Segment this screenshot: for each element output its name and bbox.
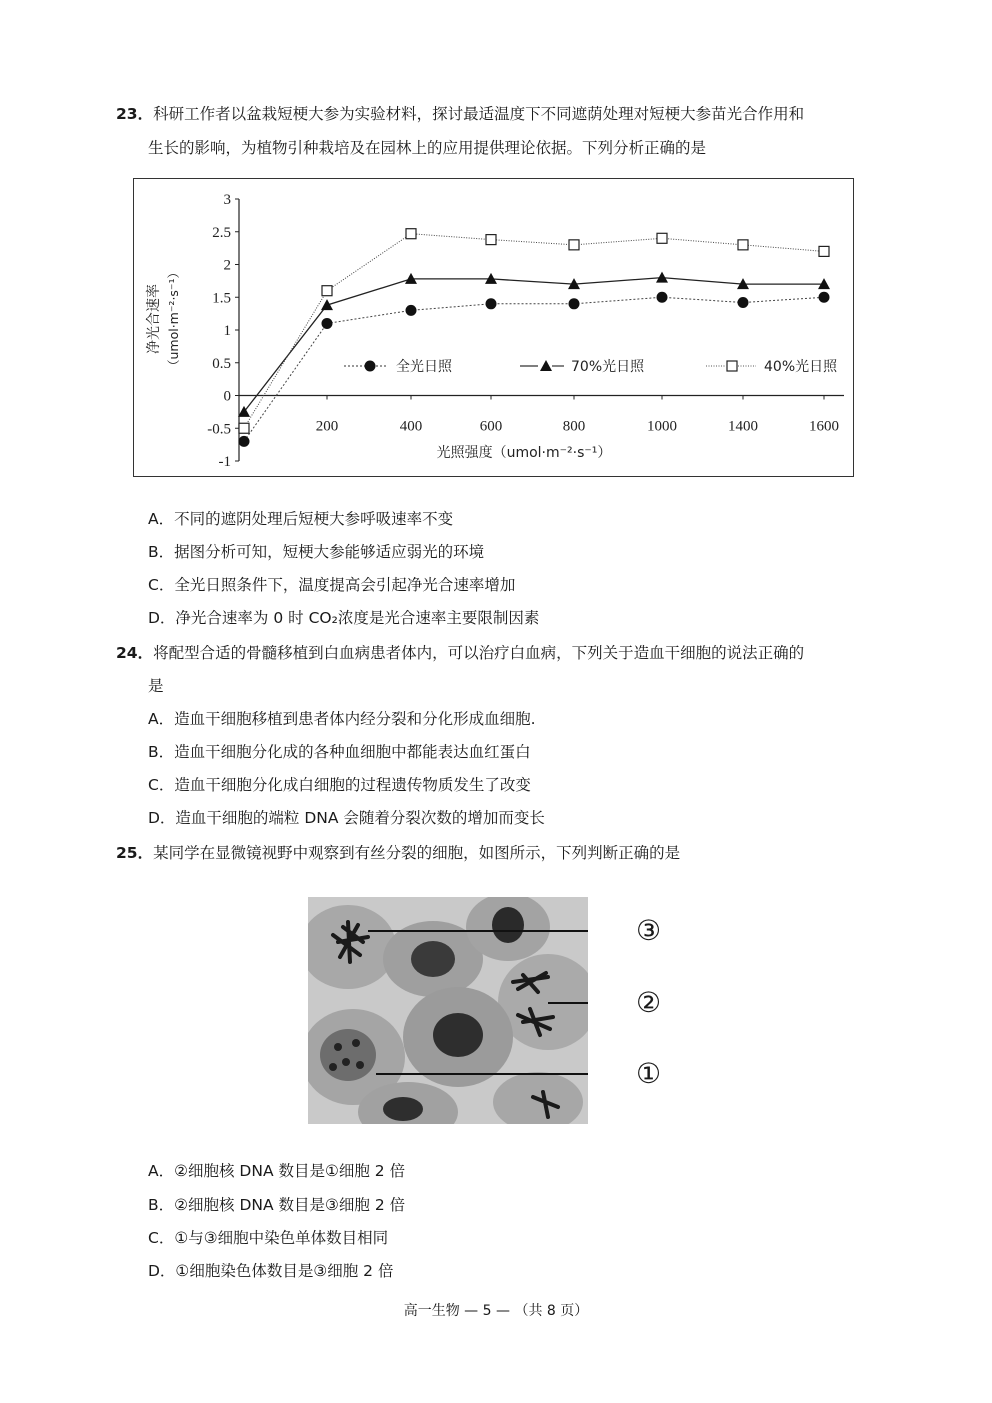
y-tick-label: 1.5 — [212, 290, 231, 307]
data-point — [656, 272, 668, 283]
q23-option-a: A．不同的遮阴处理后短梗大参呼吸速率不变 — [148, 510, 454, 528]
q23-number: 23． — [116, 105, 154, 123]
legend-marker-70 — [540, 360, 552, 371]
data-point — [657, 292, 668, 303]
series-line — [244, 234, 824, 429]
q24-number: 24． — [116, 644, 154, 662]
y-tick-label: 3 — [223, 192, 231, 208]
x-tick-label: 1400 — [728, 418, 758, 435]
series-line — [244, 278, 824, 412]
data-point — [406, 229, 416, 239]
data-point — [322, 318, 333, 329]
x-tick-label: 600 — [479, 418, 503, 435]
legend-marker-40 — [727, 361, 737, 371]
q25-option-d: D．①细胞染色体数目是③细胞 2 倍 — [148, 1262, 394, 1280]
x-tick-label: 800 — [562, 418, 586, 435]
data-point — [819, 246, 829, 256]
q25-option-b: B．②细胞核 DNA 数目是③细胞 2 倍 — [148, 1196, 406, 1214]
y-axis-title — [145, 266, 181, 372]
label-cell-3: ③ — [636, 914, 662, 947]
legend-marker-full-light — [365, 361, 376, 372]
y-tick-label: -1 — [218, 454, 231, 470]
q25-option-a: A．②细胞核 DNA 数目是①细胞 2 倍 — [148, 1162, 406, 1180]
x-tick-label: 1000 — [647, 418, 677, 435]
y-axis-title-unit: （umol·m⁻²·s⁻¹） — [166, 265, 181, 373]
data-point — [819, 292, 830, 303]
x-axis-title: 光照强度（umol·m⁻²·s⁻¹） — [436, 445, 612, 461]
q23-option-c: C．全光日照条件下，温度提高会引起净光合速率增加 — [148, 576, 516, 594]
data-point — [239, 423, 249, 433]
x-tick-label: 1600 — [809, 418, 839, 435]
q24-option-a: A．造血干细胞移植到患者体内经分裂和分化形成血细胞. — [148, 710, 536, 728]
q25-option-c: C．①与③细胞中染色单体数目相同 — [148, 1229, 389, 1247]
data-point — [657, 233, 667, 243]
page-footer: 高一生物 — 5 — （共 8 页） — [403, 1303, 589, 1319]
q23-option-b: B．据图分析可知，短梗大参能够适应弱光的环境 — [148, 543, 485, 561]
y-tick-label: 0 — [223, 388, 231, 405]
x-tick-label: 400 — [399, 418, 423, 435]
data-point — [486, 235, 496, 245]
y-axis-title-main: 净光合速率 — [146, 284, 162, 354]
data-point — [486, 298, 497, 309]
chart-svg — [134, 179, 855, 478]
data-point — [738, 240, 748, 250]
data-point — [569, 240, 579, 250]
q25-stem: 25．某同学在显微镜视野中观察到有丝分裂的细胞，如图所示，下列判断正确的是 — [116, 844, 681, 862]
q24-stem-line2: 是 — [148, 677, 164, 695]
data-point — [322, 286, 332, 296]
x-tick-label: 200 — [315, 418, 339, 435]
chart-legend — [344, 358, 838, 375]
q25-number: 25． — [116, 844, 154, 862]
data-point — [738, 297, 749, 308]
legend-label-40: 40%光日照 — [764, 359, 838, 375]
q23-option-d: D．净光合速率为 0 时 CO₂浓度是光合速率主要限制因素 — [148, 609, 540, 627]
q24-option-c: C．造血干细胞分化成白细胞的过程遗传物质发生了改变 — [148, 776, 531, 794]
y-tick-label: -0.5 — [207, 421, 231, 438]
q23-stem-line1: 23．科研工作者以盆栽短梗大参为实验材料，探讨最适温度下不同遮荫处理对短梗大参苗光合作用和 — [116, 105, 805, 123]
legend-label-full-light: 全光日照 — [396, 359, 452, 375]
y-tick-label: 2 — [223, 257, 231, 274]
data-point — [239, 436, 250, 447]
data-point — [321, 299, 333, 310]
chart-plot-area — [207, 192, 844, 470]
mitosis-micrograph — [308, 897, 588, 1124]
data-point — [569, 298, 580, 309]
photosynthesis-chart — [133, 178, 854, 477]
legend-label-70: 70%光日照 — [571, 359, 645, 375]
y-tick-label: 1 — [223, 323, 231, 339]
q24-option-d: D．造血干细胞的端粒 DNA 会随着分裂次数的增加而变长 — [148, 809, 545, 827]
y-tick-label: 0.5 — [212, 355, 231, 372]
label-cell-2: ② — [636, 986, 662, 1019]
q24-stem-line1: 24．将配型合适的骨髓移植到白血病患者体内，可以治疗白血病，下列关于造血干细胞的说法正确的 — [116, 644, 805, 662]
q24-option-b: B．造血干细胞分化成的各种血细胞中都能表达血红蛋白 — [148, 743, 531, 761]
data-point — [406, 305, 417, 316]
q23-stem-line2: 生长的影响，为植物引种栽培及在园林上的应用提供理论依据。下列分析正确的是 — [148, 139, 707, 157]
label-cell-1: ① — [636, 1057, 662, 1090]
y-tick-label: 2.5 — [212, 224, 231, 241]
